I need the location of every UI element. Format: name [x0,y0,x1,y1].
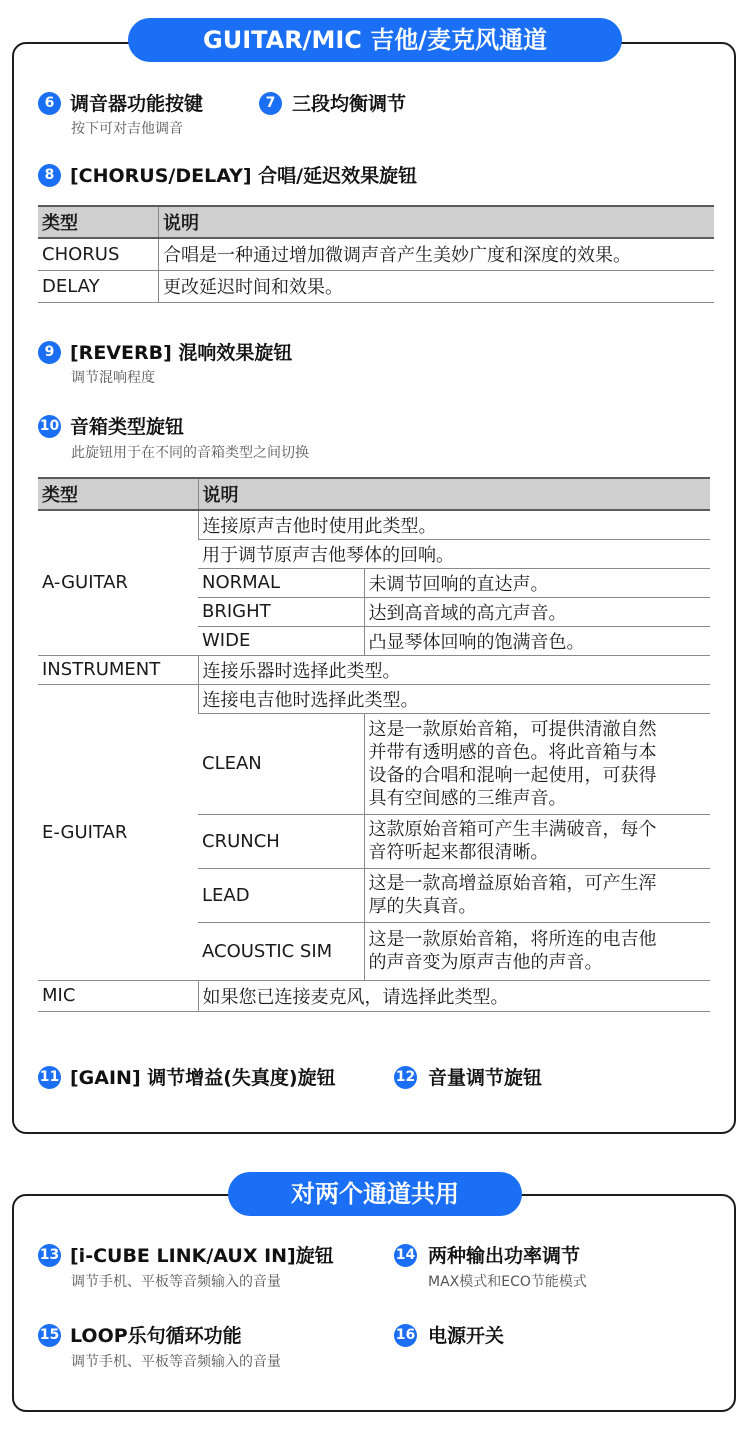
mode-desc-cell: 达到高音域的高亢声音。 [364,597,710,626]
mode-cell: ACOUSTIC SIM [198,922,364,980]
chorus-delay-table [38,205,714,303]
table-header-type: 类型 [38,478,198,510]
number-badge-6: 6 [38,92,61,115]
mode-desc-cell: 未调节回响的直达声。 [364,568,710,597]
tuner-button-title: 调音器功能按键 [70,93,204,115]
desc-cell: 连接电吉他时选择此类型。 [198,684,710,713]
amp-type-knob-desc: 此旋钮用于在不同的音箱类型之间切换 [71,445,309,461]
number-badge-13: 13 [38,1244,61,1267]
table-header-desc: 说明 [198,478,710,510]
table-row [38,270,714,302]
amp-type-knob-title: 音箱类型旋钮 [70,416,185,438]
number-badge-8: 8 [38,164,61,187]
desc-cell: 用于调节原声吉他琴体的回响。 [198,539,710,568]
aux-in-knob-title: [i-CUBE LINK/AUX IN]旋钮 [70,1245,334,1267]
table-row [38,510,710,539]
desc-cell: 连接乐器时选择此类型。 [198,655,710,684]
section-title-shared: 对两个通道共用 [228,1172,522,1216]
table-row [38,980,710,1011]
output-power-title: 两种输出功率调节 [428,1245,581,1267]
desc-line: 音符听起来都很清晰。 [368,842,549,863]
number-badge-9: 9 [38,341,61,364]
mode-desc-cell [364,922,710,980]
chorus-delay-knob-title: [CHORUS/DELAY] 合唱/延迟效果旋钮 [70,165,418,187]
number-badge-12: 12 [394,1066,417,1089]
type-cell: DELAY [38,270,159,302]
type-cell-a-guitar: A-GUITAR [38,510,198,655]
table-header-desc: 说明 [159,206,715,238]
table-row [38,684,710,713]
mode-desc-cell: 凸显琴体回响的饱满音色。 [364,626,710,655]
mode-desc-cell [364,868,710,922]
desc-cell: 合唱是一种通过增加微调声音产生美妙广度和深度的效果。 [159,238,715,270]
three-band-eq-title: 三段均衡调节 [292,93,407,115]
number-badge-14: 14 [394,1244,417,1267]
reverb-knob-desc: 调节混响程度 [71,370,155,386]
table-row [38,238,714,270]
mode-cell: CRUNCH [198,814,364,868]
desc-line: 这款原始音箱可产生丰满破音，每个 [368,819,657,840]
reverb-knob-title: [REVERB] 混响效果旋钮 [70,342,293,364]
desc-line: 这是一款高增益原始音箱，可产生浑 [368,873,657,894]
tuner-button-desc: 按下可对吉他调音 [71,121,183,137]
mode-cell: NORMAL [198,568,364,597]
amp-type-table [38,477,710,1012]
power-switch-title: 电源开关 [428,1325,505,1347]
section-title-guitar-mic: GUITAR/MIC 吉他/麦克风通道 [128,18,622,62]
desc-line: 这是一款原始音箱，可提供清澈自然 [368,718,657,740]
aux-in-knob-desc: 调节手机、平板等音频输入的音量 [71,1274,281,1290]
table-row [38,655,710,684]
desc-line: 具有空间感的三维声音。 [368,787,567,809]
number-badge-7: 7 [259,92,282,115]
number-badge-11: 11 [38,1066,61,1089]
desc-cell: 连接原声吉他时使用此类型。 [198,510,710,539]
type-cell: CHORUS [38,238,159,270]
loop-function-desc: 调节手机、平板等音频输入的音量 [71,1354,281,1370]
volume-knob-title: 音量调节旋钮 [428,1067,543,1089]
desc-cell: 如果您已连接麦克风，请选择此类型。 [198,980,710,1011]
desc-line: 这是一款原始音箱，将所连的电吉他 [368,929,657,950]
number-badge-16: 16 [394,1324,417,1347]
desc-line: 并带有透明感的音色。将此音箱与本 [368,741,657,763]
number-badge-15: 15 [38,1324,61,1347]
type-cell-mic: MIC [38,980,198,1011]
type-cell-instrument: INSTRUMENT [38,655,198,684]
number-badge-10: 10 [38,415,61,438]
mode-cell: WIDE [198,626,364,655]
desc-line: 设备的合唱和混响一起使用，可获得 [368,764,657,786]
mode-desc-cell [364,713,710,814]
table-header-type: 类型 [38,206,159,238]
type-cell-e-guitar: E-GUITAR [38,684,198,980]
mode-cell: LEAD [198,868,364,922]
loop-function-title: LOOP乐句循环功能 [70,1325,242,1347]
shared-controls-panel [12,1194,736,1412]
desc-line: 厚的失真音。 [368,896,477,917]
desc-cell: 更改延迟时间和效果。 [159,270,715,302]
gain-knob-title: [GAIN] 调节增益(失真度)旋钮 [70,1067,336,1089]
mode-cell: CLEAN [198,713,364,814]
output-power-desc: MAX模式和ECO节能模式 [428,1274,587,1290]
desc-line: 的声音变为原声吉他的声音。 [368,952,603,973]
mode-desc-cell [364,814,710,868]
mode-cell: BRIGHT [198,597,364,626]
